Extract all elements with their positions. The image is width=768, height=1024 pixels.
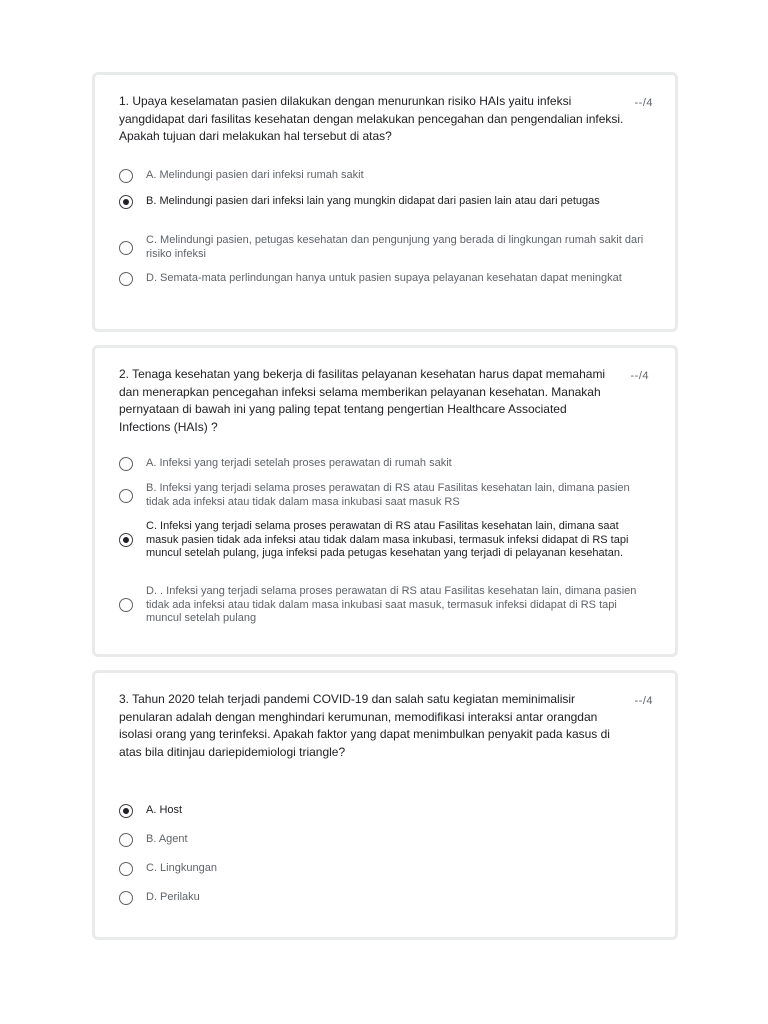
option-label: B. Infeksi yang terjadi selama proses perawatan di RS atau Fasilitas kesehatan lain, dimana pasien tidak ada infeksi atau tidak dalam masa inkubasi saat masuk RS (146, 482, 630, 508)
option-c[interactable] (119, 234, 649, 261)
option-label: C. Infeksi yang terjadi selama proses perawatan di RS atau Fasilitas kesehatan lain, dimana saat masuk pasien tidak ada infeksi atau tidak dalam masa inkubasi, termasuk infeksi didapat di RS tapi muncul setelah pulang, juga infeksi pada petugas kesehatan yang terjadi di pelayanan kesehatan. (146, 520, 629, 559)
option-label: D. Semata-mata perlindungan hanya untuk pasien supaya pelayanan kesehatan dapat meningkat (146, 272, 622, 285)
option-c[interactable] (119, 862, 649, 876)
radio-button[interactable] (119, 169, 133, 183)
option-a[interactable] (119, 804, 649, 818)
radio-button[interactable] (119, 489, 133, 503)
option-label: D. Perilaku (146, 891, 200, 904)
radio-button[interactable] (119, 241, 133, 255)
radio-button[interactable] (119, 533, 133, 547)
question-card-2 (92, 345, 678, 657)
radio-button[interactable] (119, 891, 133, 905)
question-text: 1. Upaya keselamatan pasien dilakukan dengan menurunkan risiko HAIs yaitu infeksi yangdidapat dari fasilitas kesehatan dengan melakukan pencegahan dan pengendalian infeksi. Apakah tujuan dari melakukan hal tersebut di atas? (119, 94, 624, 143)
points-badge: --/4 (634, 695, 653, 707)
radio-button[interactable] (119, 833, 133, 847)
option-b[interactable] (119, 482, 649, 509)
radio-button[interactable] (119, 195, 133, 209)
option-c[interactable] (119, 520, 649, 561)
option-d[interactable] (119, 272, 649, 286)
option-d[interactable] (119, 585, 649, 626)
points-badge: --/4 (634, 97, 653, 109)
option-a[interactable] (119, 169, 649, 183)
points-badge: --/4 (630, 370, 649, 382)
radio-button[interactable] (119, 598, 133, 612)
option-label: D. . Infeksi yang terjadi selama proses perawatan di RS atau Fasilitas kesehatan lain, dimana pasien tidak ada infeksi atau tidak dalam masa inkubasi saat masuk, termasuk infeksi didapat di RS tapi muncul setelah pulang (146, 585, 637, 624)
option-d[interactable] (119, 891, 649, 905)
radio-button[interactable] (119, 804, 133, 818)
radio-button[interactable] (119, 457, 133, 471)
option-b[interactable] (119, 195, 649, 209)
option-label: A. Infeksi yang terjadi setelah proses perawatan di rumah sakit (146, 457, 452, 470)
option-label: A. Melindungi pasien dari infeksi rumah sakit (146, 169, 364, 182)
option-label: C. Melindungi pasien, petugas kesehatan dan pengunjung yang berada di lingkungan rumah sakit dari risiko infeksi (146, 234, 644, 260)
option-label: B. Melindungi pasien dari infeksi lain yang mungkin didapat dari pasien lain atau dari petugas (146, 195, 600, 208)
option-b[interactable] (119, 833, 649, 847)
question-text: 3. Tahun 2020 telah terjadi pandemi COVID-19 dan salah satu kegiatan meminimalisir penularan adalah dengan menghindari kerumunan, memodifikasi interaksi antar orangdan isolasi orang yang terinfeksi. Apakah faktor yang dapat menimbulkan penyakit pada kasus di atas bila ditinjau dariepidemiologi triangle? (119, 692, 610, 759)
question-card-3 (92, 670, 678, 940)
option-label: B. Agent (146, 833, 188, 846)
option-a[interactable] (119, 457, 649, 471)
option-label: A. Host (146, 804, 183, 817)
question-text: 2. Tenaga kesehatan yang bekerja di fasilitas pelayanan kesehatan harus dapat memahami dan menerapkan pencegahan infeksi selama memberikan pelayanan kesehatan. Manakah pernyataan di bawah ini yang paling tepat tentang pengertian Healthcare Associated Infections (HAIs) ? (119, 367, 606, 434)
question-card-1 (92, 72, 678, 332)
option-label: C. Lingkungan (146, 862, 217, 875)
radio-button[interactable] (119, 862, 133, 876)
radio-button[interactable] (119, 272, 133, 286)
